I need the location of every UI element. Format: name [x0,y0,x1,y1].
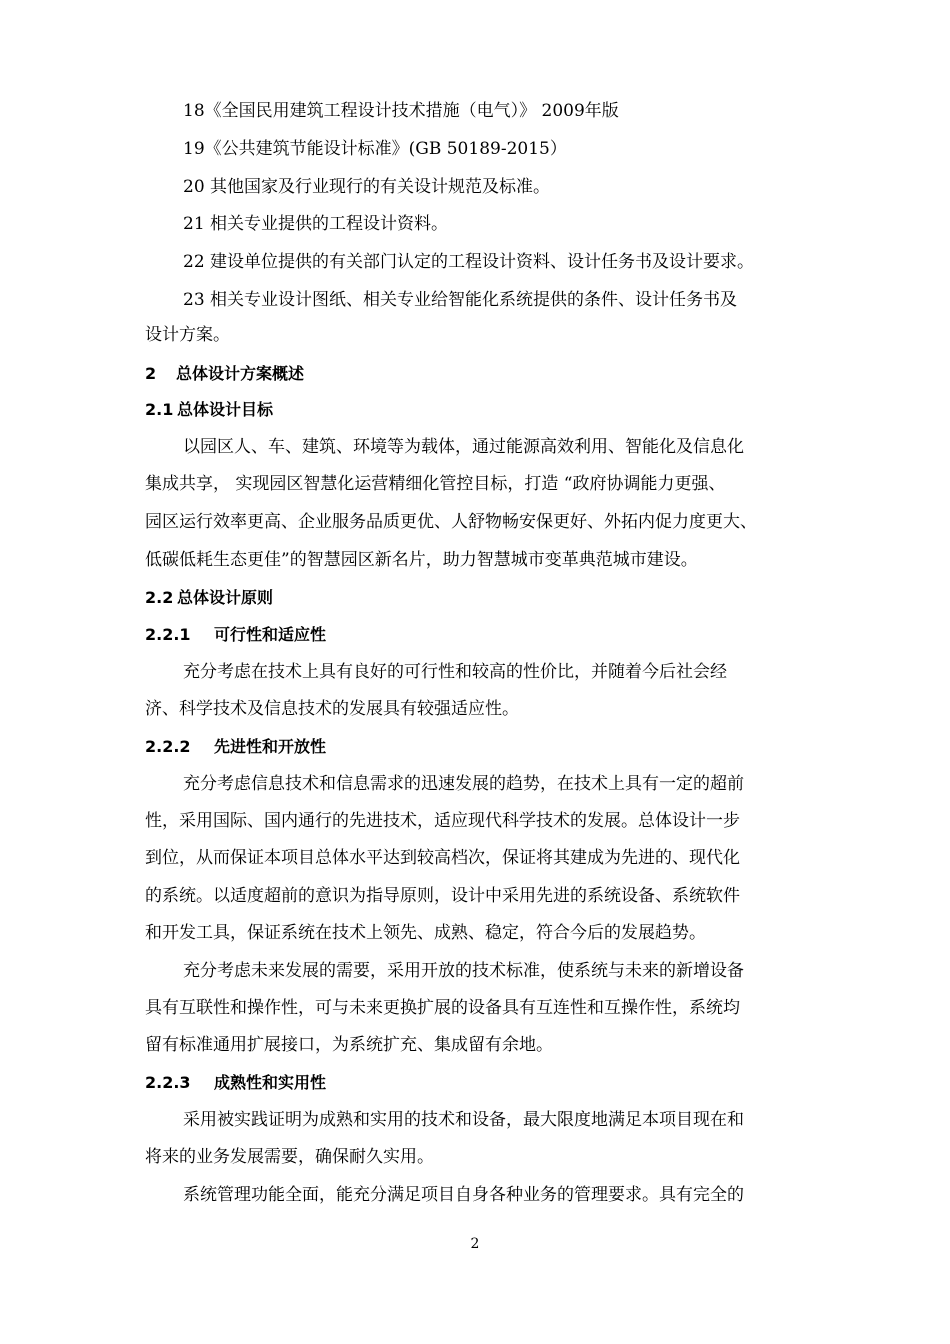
section-heading-2-2-3 [0,1071,950,1095]
section-title: 先进性和开放性 [214,737,327,756]
reference-item-23-line-2: 设计方案。 [145,325,230,345]
section-title: 可行性和适应性 [214,625,327,644]
paragraph-line: 的系统。以适度超前的意识为指导原则，设计中采用先进的系统设备、系统软件 [145,886,740,906]
paragraph-line: 济、科学技术及信息技术的发展具有较强适应性。 [145,699,519,719]
reference-item-19: 19《公共建筑节能设计标准》(GB 50189-2015） [183,139,567,159]
paragraph-line: 充分考虑在技术上具有良好的可行性和较高的性价比，并随着今后社会经 [183,662,727,682]
section-heading-2-2-2 [0,735,950,759]
section-number: 2.2.1 [145,625,191,644]
paragraph-line: 到位，从而保证本项目总体水平达到较高档次，保证将其建成为先进的、现代化 [145,848,740,868]
paragraph-line: 和开发工具，保证系统在技术上领先、成熟、稳定，符合今后的发展趋势。 [145,923,706,943]
section-heading-2-2 [0,586,950,610]
section-number: 2.2 [145,588,174,607]
section-number: 2 [145,364,157,383]
reference-item-18: 18《全国民用建筑工程设计技术措施（电气）》 2009年版 [183,101,619,121]
section-number: 2.1 [145,400,174,419]
page-number: 2 [470,1236,480,1252]
paragraph-line: 充分考虑未来发展的需要，采用开放的技术标准，使系统与未来的新增设备 [183,961,744,981]
paragraph-line: 低碳低耗生态更佳”的智慧园区新名片，助力智慧城市变革典范城市建设。 [145,550,698,570]
paragraph-line: 具有互联性和操作性，可与未来更换扩展的设备具有互连性和互操作性，系统均 [145,998,740,1018]
section-title: 总体设计方案概述 [176,364,305,383]
reference-item-23-line-1: 23 相关专业设计图纸、相关专业给智能化系统提供的条件、设计任务书及 [183,290,738,310]
reference-item-20: 20 其他国家及行业现行的有关设计规范及标准。 [183,177,551,197]
paragraph-line: 系统管理功能全面，能充分满足项目自身各种业务的管理要求。具有完全的 [183,1185,744,1205]
section-heading-2 [0,362,950,386]
section-heading-2-1 [0,398,950,422]
paragraph-line: 以园区人、车、建筑、环境等为载体，通过能源高效利用、智能化及信息化 [183,437,744,457]
section-heading-2-2-1 [0,623,950,647]
paragraph-line: 采用被实践证明为成熟和实用的技术和设备，最大限度地满足本项目现在和 [183,1110,744,1130]
paragraph-line: 集成共享， 实现园区智慧化运营精细化管控目标，打造 “政府协调能力更强、 [145,474,726,494]
reference-item-22: 22 建设单位提供的有关部门认定的工程设计资料、设计任务书及设计要求。 [183,252,755,272]
section-number: 2.2.3 [145,1073,191,1092]
paragraph-line: 将来的业务发展需要，确保耐久实用。 [145,1147,434,1167]
reference-item-21: 21 相关专业提供的工程设计资料。 [183,214,449,234]
section-title: 总体设计目标 [177,400,274,419]
paragraph-line: 性，采用国际、国内通行的先进技术，适应现代科学技术的发展。总体设计一步 [145,811,740,831]
section-number: 2.2.2 [145,737,191,756]
paragraph-line: 园区运行效率更高、企业服务品质更优、人舒物畅安保更好、外拓内促力度更大、 [145,512,757,532]
section-title: 总体设计原则 [177,588,274,607]
section-title: 成熟性和实用性 [214,1073,327,1092]
paragraph-line: 充分考虑信息技术和信息需求的迅速发展的趋势，在技术上具有一定的超前 [183,774,744,794]
paragraph-line: 留有标准通用扩展接口，为系统扩充、集成留有余地。 [145,1035,553,1055]
